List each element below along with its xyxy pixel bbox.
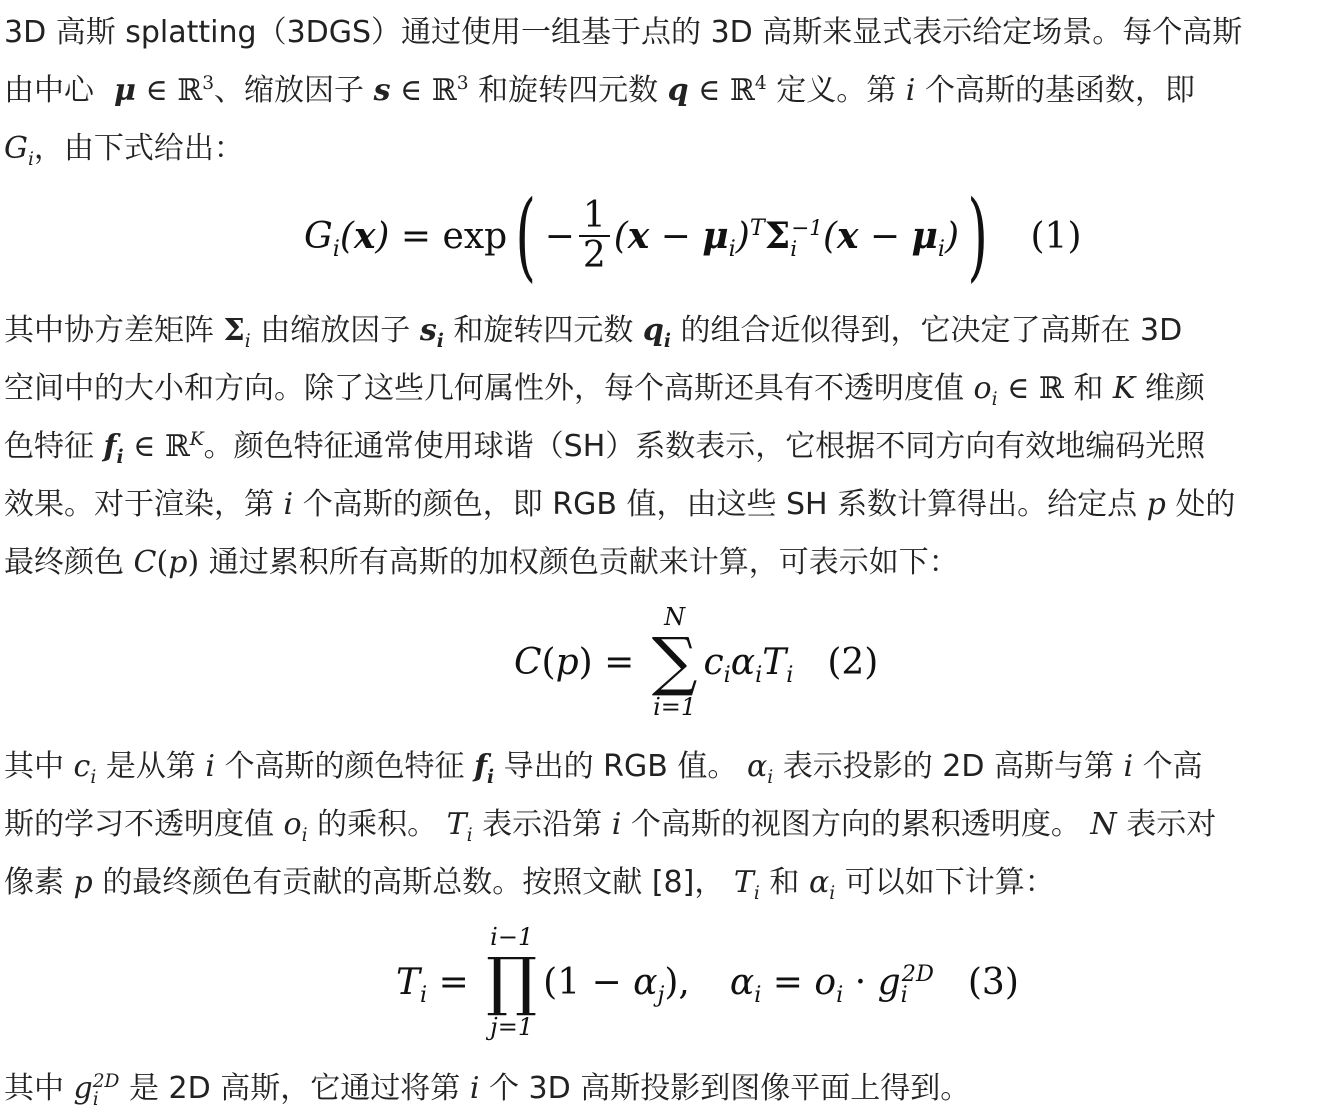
text-fragment: 的最终颜色有贡献的高斯总数。按照文献 [8]， [102, 865, 725, 900]
eq1-minus: − [544, 215, 575, 257]
text-line [4, 796, 1216, 854]
text-line: 3D 高斯 splatting（3DGS）通过使用一组基于点的 3D 高斯来显式表示给定场景。每个高斯 [4, 15, 1243, 50]
eq1-exp: exp [442, 215, 508, 257]
text-fragment: 个高斯的颜色，即 RGB 值，由这些 SH 系数计算得出。给定点 [302, 487, 1138, 522]
text-fragment: 表示投影的 2D 高斯与第 [782, 749, 1114, 784]
text-fragment: 是 2D 高斯，它通过将第 [129, 1071, 461, 1106]
text-fragment: 个高斯的基函数，即 [924, 73, 1195, 108]
text-fragment: 维颜 [1144, 371, 1205, 406]
eq1-right-paren: ) [967, 180, 989, 292]
text-fragment: 表示沿第 [482, 807, 603, 842]
eq3-product [486, 924, 537, 1040]
eq2-equals: = [592, 641, 646, 683]
math-in-r4: ∈ ℝ$^4$ [698, 73, 767, 108]
math-alpha-i: $\alpha_i$ [746, 749, 774, 788]
math-p: p [1146, 487, 1166, 522]
math-gi: $G_i$ [4, 131, 34, 170]
math-in-r3: ∈ ℝ$^3$ [400, 73, 469, 108]
text-fragment: 定义。第 [776, 73, 897, 108]
math-sigma-i: $\Sigma_i$ [223, 313, 251, 352]
text-fragment: 最终颜色 [4, 545, 124, 580]
text-fragment: 的乘积。 [317, 807, 438, 842]
math-t-i: $T_i$ [446, 807, 473, 846]
math-i: i [611, 807, 622, 842]
eq2-sum-symbol: ∑ [651, 625, 698, 699]
equation-1 [304, 180, 1082, 292]
math-i: i [205, 749, 216, 784]
text-line [4, 738, 1216, 796]
text-line [4, 476, 1235, 534]
math-i: i [1123, 749, 1134, 784]
math-c-p: C [133, 545, 157, 580]
text-fragment: 由缩放因子 [260, 313, 411, 348]
eq3-body-left: $(1 - \alpha_j)$, [543, 961, 690, 1008]
eq1-numerator: 1 [579, 197, 610, 237]
eq2-number: (2) [827, 641, 879, 683]
eq1-number: (1) [1030, 215, 1082, 257]
text-fragment: 可以如下计算： [844, 865, 1055, 900]
text-fragment: 色特征 [4, 429, 94, 464]
text-fragment: 斯的学习不透明度值 [4, 807, 274, 842]
eq1-denominator: 2 [582, 235, 606, 276]
text-fragment: 其中 [4, 1071, 64, 1106]
text-fragment: 。颜色特征通常使用球谐（SH）系数表示，它根据不同方向有效地编码光照 [203, 429, 1206, 464]
eq1-left-paren: ( [515, 180, 537, 292]
math-q-i: $q_i$ [642, 313, 671, 352]
text-fragment: 个高斯的视图方向的累积透明度。 [630, 807, 1081, 842]
eq3-prod-upper: i−1 [490, 923, 534, 951]
text-fragment: 和 [769, 865, 800, 900]
eq3-prod-symbol: ∏ [486, 945, 538, 1019]
math-alpha-i: $\alpha_i$ [808, 865, 836, 904]
math-i: i [905, 73, 916, 108]
eq1-body: $(x - \mu_i)^T\Sigma_i^{-1}(x - \mu_i)$ [613, 215, 960, 263]
text-line [4, 854, 1216, 912]
text-fragment: 其中协方差矩阵 [4, 313, 214, 348]
math-in-rk: ∈ ℝ$^K$ [133, 429, 204, 464]
math-o-i: $o_i$ [973, 371, 998, 410]
text-line [4, 360, 1235, 418]
text-fragment: 、缩放因子 [214, 73, 365, 108]
text-fragment: 个高 [1142, 749, 1203, 784]
eq2-body: $c_i\alpha_iT_i$ [703, 641, 794, 688]
math-c-i: $c_i$ [73, 749, 97, 788]
eq1-fraction [579, 197, 610, 275]
paragraph-intro [4, 4, 1242, 178]
math-g-i-2d: $g_i^{2D}$ [73, 1071, 120, 1110]
text-fragment: 导出的 RGB 值。 [503, 749, 738, 784]
math-f-i: $f_i$ [474, 749, 495, 788]
eq2-sum-lower: i=1 [653, 693, 697, 721]
math-t-i: $T_i$ [733, 865, 760, 904]
eq3-prod-lower: j=1 [490, 1013, 534, 1041]
text-line [4, 1060, 970, 1118]
math-o-i: $o_i$ [283, 807, 308, 846]
math-k: K [1112, 371, 1136, 406]
equation-2 [514, 604, 878, 720]
text-line [4, 418, 1235, 476]
math-n: N [1090, 807, 1117, 842]
math-f-i: $f_i$ [103, 429, 124, 468]
math-in-r3: ∈ ℝ$^3$ [145, 73, 215, 108]
text-fragment: 像素 [4, 865, 64, 900]
eq2-sum [652, 604, 698, 720]
eq2-lhs: C(p) [514, 641, 593, 683]
math-s-i: $s_i$ [419, 313, 444, 352]
math-i: i [469, 1071, 480, 1106]
math-mu: μ [103, 73, 136, 108]
paragraph-covariance [4, 302, 1235, 592]
paragraph-projection [4, 1060, 970, 1118]
equation-3 [396, 924, 1019, 1040]
math-i: i [283, 487, 294, 522]
text-fragment: 其中 [4, 749, 64, 784]
eq1-lhs: $G_i(x)$ [304, 215, 390, 263]
math-q: q [667, 73, 689, 108]
paragraph-color [4, 738, 1216, 912]
text-fragment: 和旋转四元数 [453, 313, 634, 348]
eq3-equals: = [427, 961, 481, 1003]
math-s: s [373, 73, 391, 108]
text-fragment: 空间中的大小和方向。除了这些几何属性外，每个高斯还具有不透明度值 [4, 371, 964, 406]
text-fragment: 表示对 [1126, 807, 1217, 842]
text-fragment: 的组合近似得到，它决定了高斯在 3D [680, 313, 1183, 348]
text-fragment: 处的 [1175, 487, 1236, 522]
eq3-body-right: $\alpha_i = o_i \cdot g_i^{2D}$ [729, 960, 934, 1008]
text-line [4, 302, 1235, 360]
text-fragment: 效果。对于渲染，第 [4, 487, 274, 522]
math-p: p [73, 865, 93, 900]
eq3-t-i: $T_i$ [396, 961, 428, 1008]
text-fragment: 由中心 [4, 73, 94, 108]
text-fragment: 个 3D 高斯投影到图像平面上得到。 [488, 1071, 971, 1106]
text-fragment: 是从第 [105, 749, 196, 784]
text-fragment: ，由下式给出： [33, 131, 244, 166]
text-fragment: 个高斯的颜色特征 [224, 749, 465, 784]
text-fragment: 和 [1073, 371, 1104, 406]
text-fragment: 和旋转四元数 [478, 73, 659, 108]
math-in-r: ∈ ℝ [1007, 371, 1064, 406]
text-line [4, 120, 1242, 178]
eq3-number: (3) [967, 961, 1019, 1003]
text-line: 最终颜色 C(p) 通过累积所有高斯的加权颜色贡献来计算，可表示如下： [4, 545, 959, 580]
text-line [4, 62, 1242, 120]
eq2-sum-upper: N [664, 603, 686, 631]
text-fragment: 通过累积所有高斯的加权颜色贡献来计算，可表示如下： [208, 545, 959, 580]
eq1-equals: = [389, 215, 443, 257]
